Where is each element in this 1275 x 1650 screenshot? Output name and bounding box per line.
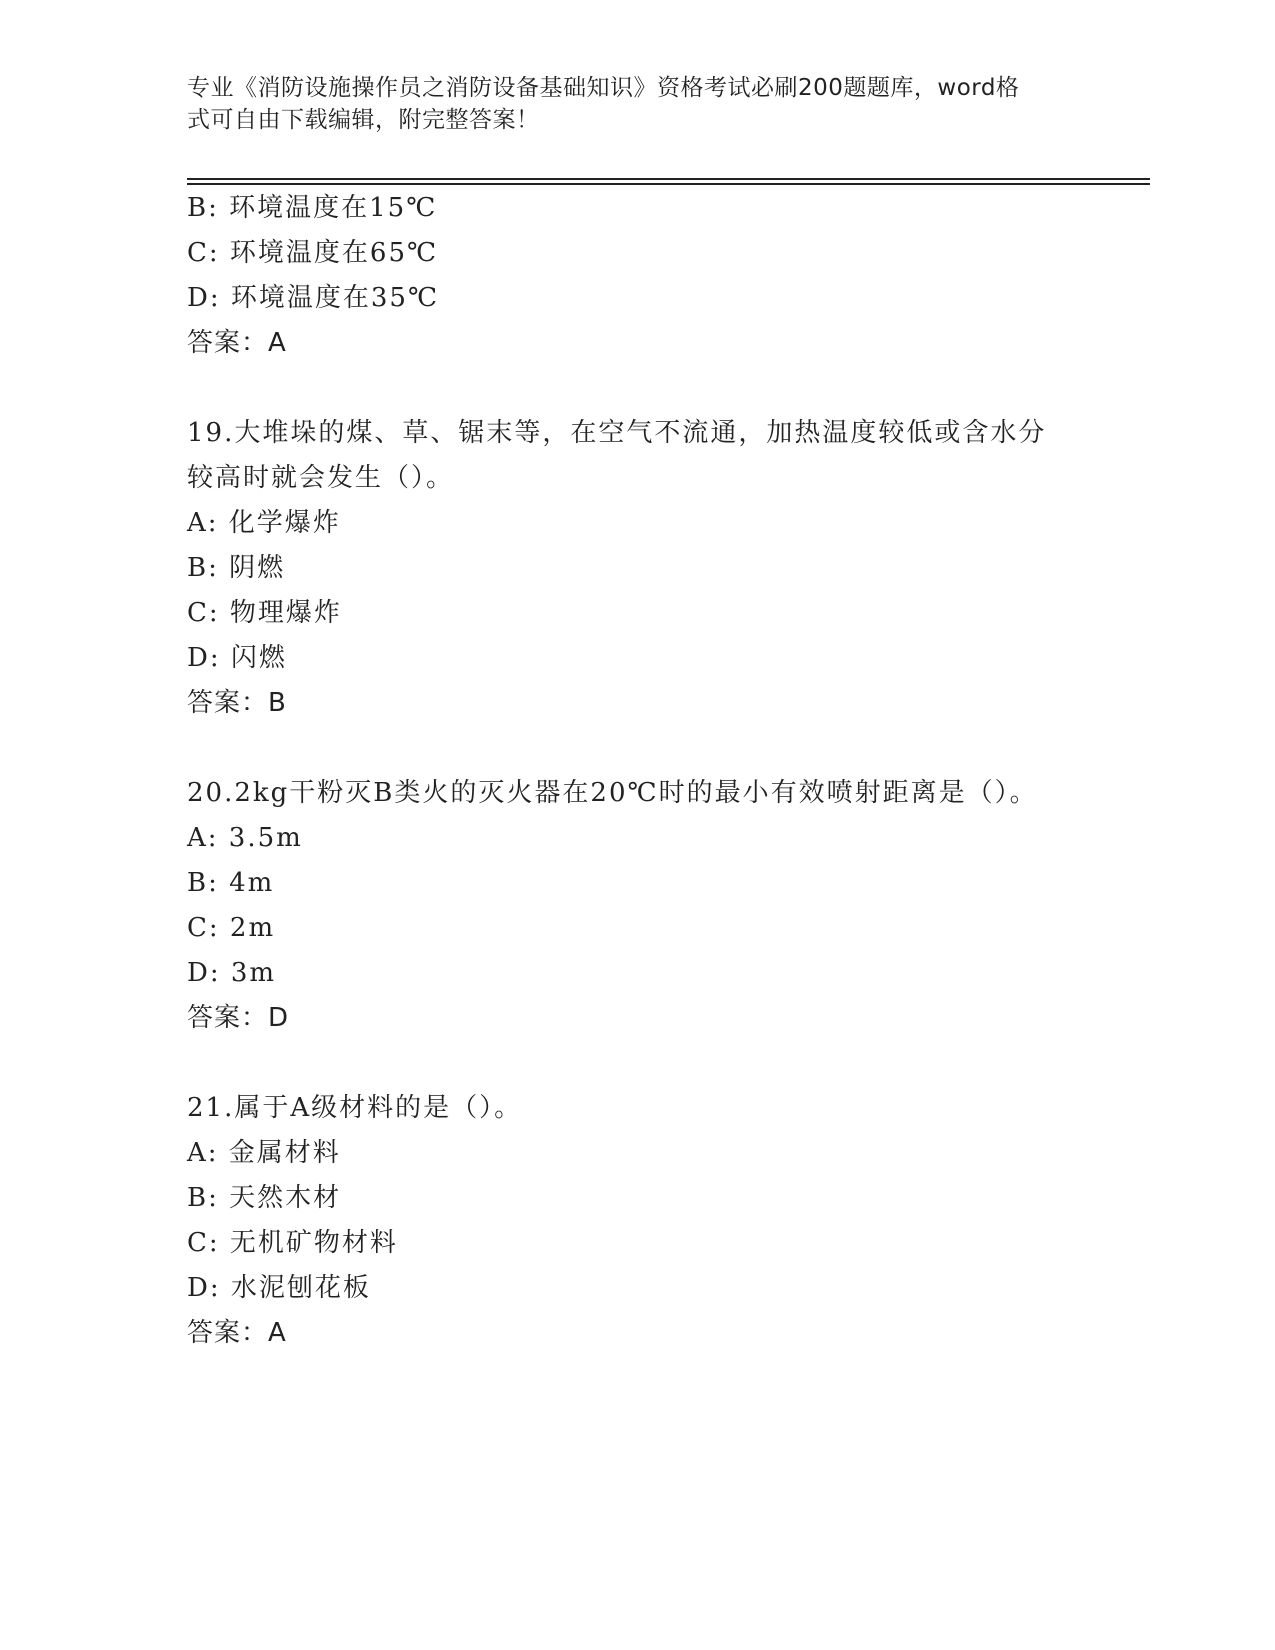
q20-answer: 答案：D	[187, 1003, 290, 1033]
header-divider-bottom	[187, 183, 1150, 185]
q18-answer: 答案：A	[187, 328, 287, 358]
q19-answer: 答案：B	[187, 688, 287, 718]
q20-option-d: D: 3m	[187, 958, 277, 988]
header-line-1: 专业《消防设施操作员之消防设备基础知识》资格考试必刷200题题库，word格	[187, 75, 1020, 101]
q19-stem-line-2: 较高时就会发生（）。	[187, 463, 455, 493]
q18-option-d: D: 环境温度在35℃	[187, 283, 440, 313]
q19-option-c: C: 物理爆炸	[187, 598, 342, 628]
q21-option-a: A: 金属材料	[187, 1138, 341, 1168]
q19-stem-line-1: 19.大堆垛的煤、草、锯末等，在空气不流通，加热温度较低或含水分	[187, 418, 1047, 448]
q20-option-b: B: 4m	[187, 868, 275, 898]
q21-option-d: D: 水泥刨花板	[187, 1273, 371, 1303]
q20-stem: 20.2kg干粉灭B类火的灭火器在20℃时的最小有效喷射距离是（）。	[187, 778, 1038, 808]
q19-option-d: D: 闪燃	[187, 643, 287, 673]
header-divider-top	[187, 178, 1150, 180]
q21-option-c: C: 无机矿物材料	[187, 1228, 398, 1258]
q21-answer: 答案：A	[187, 1318, 287, 1348]
header-line-2: 式可自由下载编辑，附完整答案！	[187, 107, 540, 133]
q20-option-a: A: 3.5m	[187, 823, 303, 853]
q21-option-b: B: 天然木材	[187, 1183, 342, 1213]
document-header	[187, 72, 1067, 136]
q18-option-c: C: 环境温度在65℃	[187, 238, 439, 268]
q21-stem: 21.属于A级材料的是（）。	[187, 1093, 523, 1123]
q18-option-b: B: 环境温度在15℃	[187, 193, 438, 223]
q19-option-a: A: 化学爆炸	[187, 508, 341, 538]
q19-option-b: B: 阴燃	[187, 553, 286, 583]
q20-option-c: C: 2m	[187, 913, 276, 943]
